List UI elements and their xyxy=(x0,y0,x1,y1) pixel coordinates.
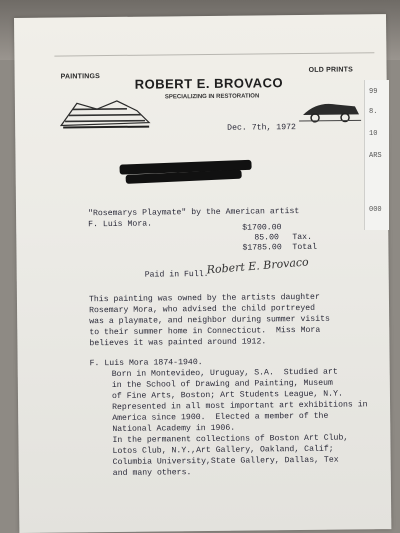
underlying-page-edge xyxy=(364,80,389,230)
strip-text: 99 xyxy=(369,88,378,96)
strip-text: ARS xyxy=(369,152,382,160)
strip-text: 10 xyxy=(369,130,378,138)
provenance-line: Rosemary Mora, who advised the child portreyed xyxy=(89,303,316,316)
bio-line: Lotos Club, N.Y.,Art Gallery, Oakland, Calif; xyxy=(112,444,334,456)
tax-amount: 85.00 xyxy=(254,233,279,243)
street-scene-engraving xyxy=(57,95,153,132)
strip-text: 8. xyxy=(369,108,378,116)
paid-note: Paid in Full. xyxy=(144,269,209,280)
bio-line: Born in Montevideo, Uruguay, S.A. Studied art xyxy=(111,367,338,379)
handwritten-signature: Robert E. Brovaco xyxy=(206,255,310,277)
provenance-line: believes it was painted around 1912. xyxy=(89,337,267,349)
provenance-line: was a playmate, and neighbor during summer visits xyxy=(89,314,330,327)
bio-line: of Fine Arts, Boston; Art Students League, N.Y. xyxy=(111,389,343,401)
provenance-line: to their summer home in Connecticut. Miss Mora xyxy=(89,325,321,338)
bio-line: and many others. xyxy=(112,468,192,478)
strip-text: 000 xyxy=(369,206,382,214)
old-prints-label: OLD PRINTS xyxy=(308,66,353,74)
bio-line: In the permanent collections of Boston Art Club, xyxy=(112,433,349,445)
header-rule xyxy=(54,52,374,56)
price-amount: $1700.00 xyxy=(242,223,282,233)
carriage-engraving xyxy=(297,96,363,123)
bio-line: America since 1900. Elected a member of the xyxy=(112,411,329,423)
letter-page xyxy=(14,14,391,533)
bio-line: Represented in all most important art exhibitions in xyxy=(112,400,368,412)
company-tagline: SPECIALIZING IN RESTORATION xyxy=(164,93,260,101)
total-amount: $1785.00 xyxy=(242,243,282,253)
total-label: Total xyxy=(292,242,318,253)
provenance-line: This painting was owned by the artists daughter xyxy=(88,292,320,305)
bio-heading: F. Luis Mora 1874-1940. xyxy=(89,358,203,369)
tax-label: Tax. xyxy=(292,232,313,243)
bio-line: National Academy in 1906. xyxy=(112,423,236,434)
paintings-label: PAINTINGS xyxy=(60,73,101,81)
company-name: ROBERT E. BROVACO xyxy=(134,75,284,92)
painting-title-line: "Rosemarys Playmate" by the American artist xyxy=(88,207,300,219)
bio-line: Columbia University,State Gallery, Dallas, Tex xyxy=(112,455,339,467)
painting-artist-line: F. Luis Mora. xyxy=(88,219,153,230)
letter-date: Dec. 7th, 1972 xyxy=(227,123,297,133)
bio-line: in the School of Drawing and Painting, Museum xyxy=(111,378,333,390)
